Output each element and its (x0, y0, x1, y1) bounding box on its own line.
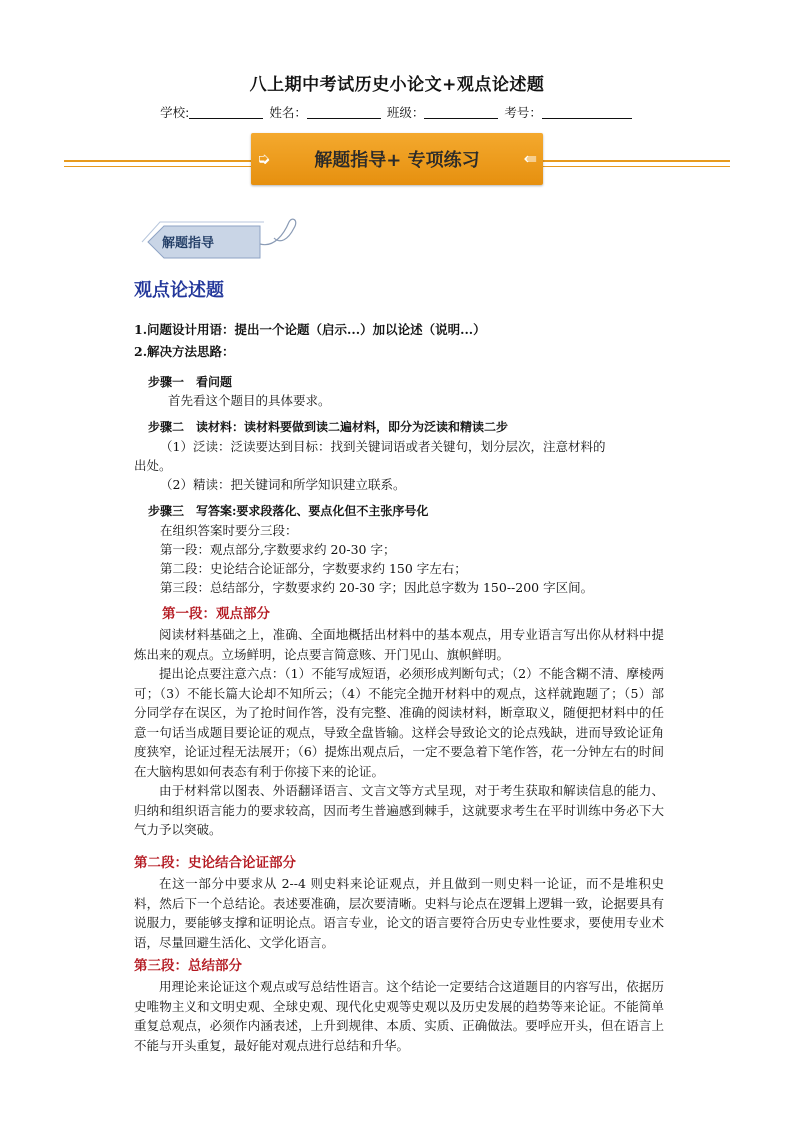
banner-rule-left (64, 160, 251, 162)
class-blank (424, 106, 498, 119)
sec1-para2: 提出论点要注意六点：（1）不能写成短语，必须形成判断句式；（2）不能含糊不清、摩棱两可；（3）不能长篇大论却不知所云；（4）不能完全抛开材料中的观点，这样就跑题了；（5）部分同学存在误区，为了抢时间作答，没有完整、准确的阅读材料，断章取义，随便把材料中的任意一句话当成题目要论证的观点，导致全盘皆输。这样会导致论文的论点残缺，进而导致论证角度狭窄，论证过程无法展开；（6）提炼出观点后，一定不要急着下笔作答，花一分钟左右的时间在大脑构思如何表态有利于你接下来的论证。 (134, 666, 664, 779)
sec1-title: 第一段：观点部分 (162, 606, 270, 622)
step3-line1: 在组织答案时要分三段： (160, 523, 298, 538)
banner-rule-right-thin (543, 166, 730, 167)
banner-rule-left-thin (64, 166, 251, 167)
banner-label: 解题指导+ 专项练习 (314, 150, 480, 171)
sec3-title: 第三段：总结部分 (134, 958, 242, 974)
school-label: 学校: (160, 105, 190, 120)
sec1-para3: 由于材料常以图表、外语翻译语言、文言文等方式呈现，对于考生获取和解读信息的能力、归纳和组织语言能力的要求较高，因而考生普遍感到棘手，这就要求考生在平时训练中务必下大气力予以突破。 (134, 783, 664, 837)
step3-line3: 第二段：史论结合论证部分，字数要求约 150 字左右； (160, 561, 467, 576)
student-info-line (0, 103, 794, 121)
sec1-para1: 阅读材料基础之上，准确、全面地概括出材料中的基本观点，用专业语言写出你从材料中提炼出来的观点。立场鲜明，论点要言简意赅、开门见山、旗帜鲜明。 (134, 627, 664, 662)
double-chevron-right-icon: ➭ (257, 149, 271, 168)
step1-body: 首先看这个题目的具体要求。 (168, 393, 331, 408)
step2-item2: （2）精读：把关键词和所学知识建立联系。 (160, 477, 406, 492)
name-blank (307, 106, 381, 119)
page-title: 八上期中考试历史小论文+观点论述题 (249, 75, 545, 95)
name-label: 姓名： (269, 105, 307, 120)
question-design-line: 1.问题设计用语：提出一个论题（启示...）加以论述（说明...） (134, 322, 486, 337)
solution-method-line: 2.解决方法思路： (134, 344, 235, 359)
step2-title: 步骤二 读材料：读材料要做到读二遍材料，即分为泛读和精读二步 (148, 420, 509, 434)
sec2-title: 第二段：史论结合论证部分 (134, 855, 296, 871)
exam-no-label: 考号： (504, 105, 542, 120)
section-banner (251, 133, 543, 185)
step3-title: 步骤三 写答案:要求段落化、要点化但不主张序号化 (148, 504, 429, 518)
banner-rule-right (543, 160, 730, 162)
sec3-body (134, 977, 664, 1055)
sec3-para1: 用理论来论证这个观点或写总结性语言。这个结论一定要结合这道题目的内容写出，依据历史唯物主义和文明史观、全球史观、现代化史观等史观以及历史发展的趋势等来论证。不能简单重复总观点，必须作内涵表述，上升到规律、本质、实质、正确做法。要呼应开头，但在语言上不能与开头重复，最好能对观点进行总结和升华。 (134, 979, 664, 1053)
school-blank (189, 106, 263, 119)
step2-item1-cont: 出处。 (134, 458, 172, 473)
sec1-body (134, 625, 664, 840)
step2-item1: （1）泛读：泛读要达到目标：找到关键词语或者关键句，划分层次，注意材料的 (160, 439, 606, 454)
section-heading: 观点论述题 (134, 280, 224, 301)
sec2-body (134, 874, 664, 952)
exam-no-blank (542, 106, 632, 119)
class-label: 班级： (386, 105, 425, 120)
double-chevron-left-icon: ⇚ (523, 149, 537, 168)
sec2-para1: 在这一部分中要求从 2--4 则史料来论证观点，并且做到一则史料一论证，而不是堆积史料，然后下一个总结论。表述要准确，层次要清晰。史料与论点在逻辑上逻辑一致，论据要具有说服力，要能够支撑和证明论点。语言专业，论文的语言要符合历史专业性要求，要使用专业术语，尽量回避生活化、文学化语言。 (134, 876, 664, 950)
step3-line4: 第三段：总结部分，字数要求约 20-30 字；因此总字数为 150--200 字区间。 (160, 580, 594, 595)
step3-line2: 第一段：观点部分,字数要求约 20-30 字； (160, 542, 396, 557)
step1-title: 步骤一 看问题 (148, 375, 233, 389)
ribbon-tag-icon (134, 214, 304, 270)
guide-tag-label: 解题指导 (162, 236, 215, 251)
guide-tag (134, 214, 304, 270)
